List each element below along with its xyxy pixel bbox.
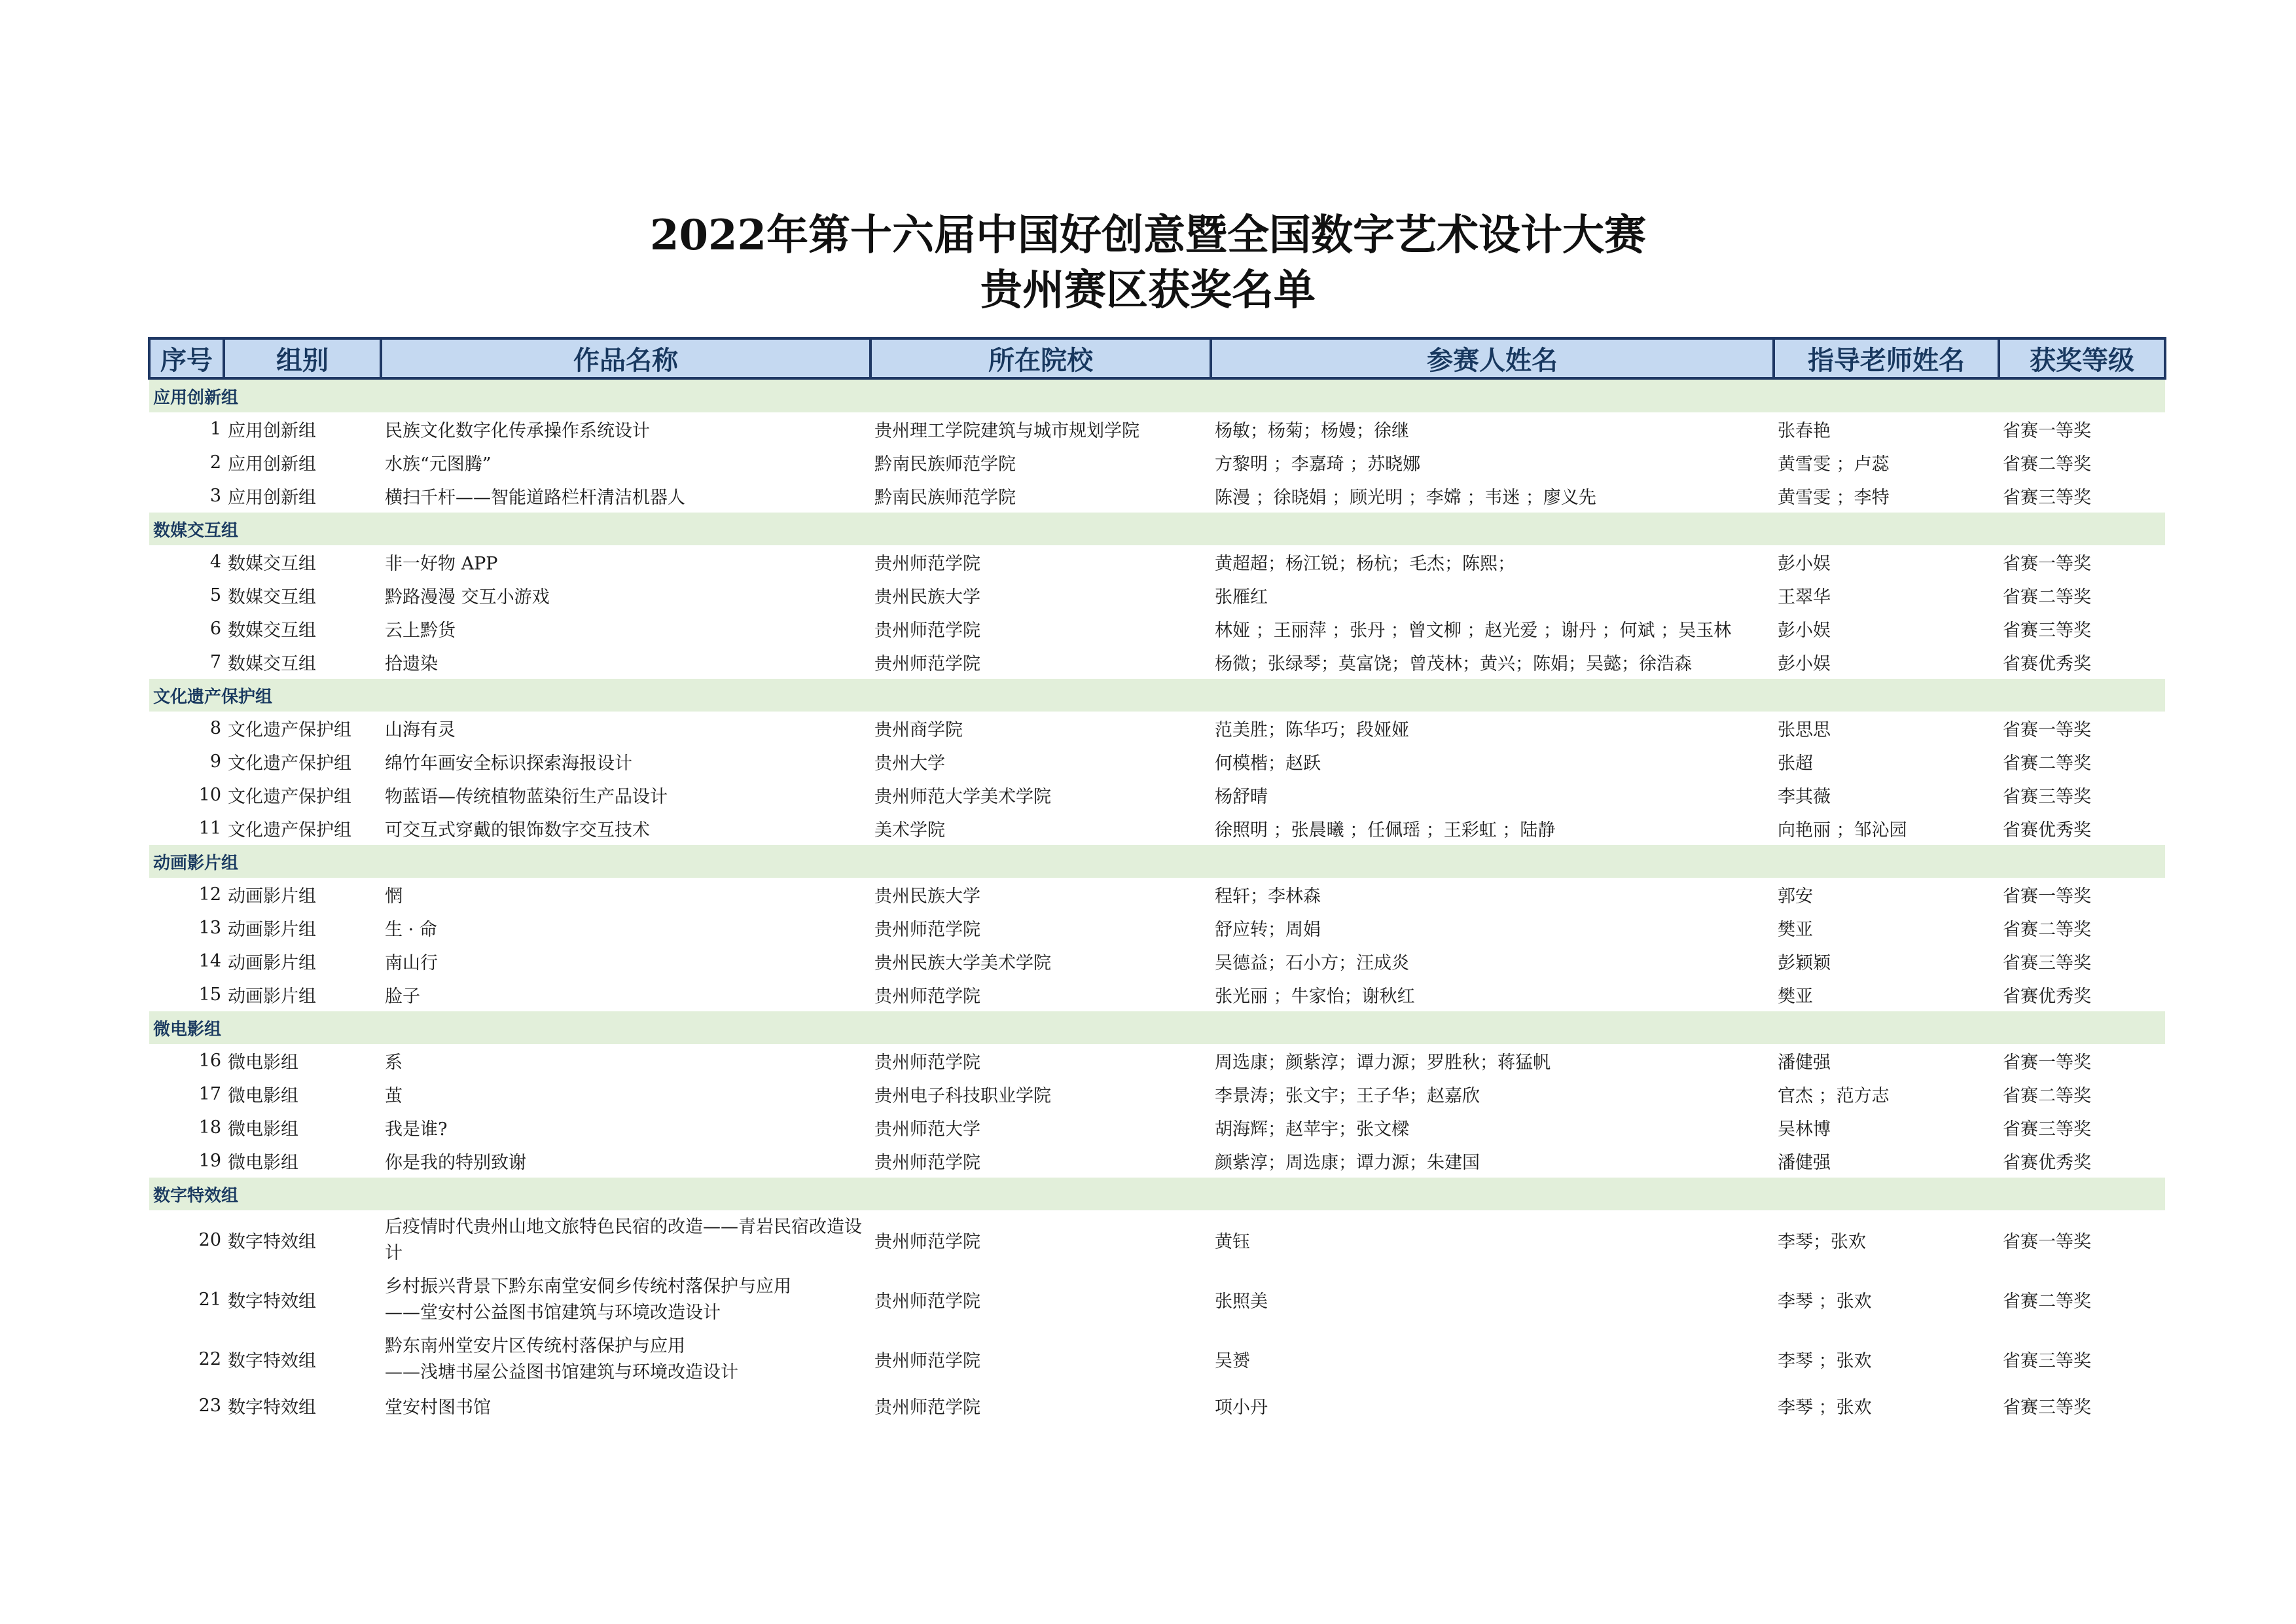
cell-teacher: 吴林博 xyxy=(1778,1119,1831,1140)
cell-work: 我是谁? xyxy=(385,1119,448,1140)
cell-work: 物蓝语—传统植物蓝染衍生产品设计 xyxy=(385,787,668,807)
cell-work: 脸子 xyxy=(385,986,420,1007)
table-row xyxy=(149,1389,2165,1422)
cell-work: 惘 xyxy=(385,886,403,907)
cell-students: 项小丹 xyxy=(1215,1398,1268,1418)
cell-award: 省赛三等奖 xyxy=(2003,787,2091,807)
cell-group: 动画影片组 xyxy=(228,953,316,973)
group-name: 动画影片组 xyxy=(149,845,2165,878)
cell-group: 文化遗产保护组 xyxy=(228,820,351,840)
cell-teacher: 李琴 ；张欢 xyxy=(1778,1351,1872,1371)
table-row xyxy=(149,1044,2165,1077)
cell-serial: 20 xyxy=(198,1230,221,1250)
cell-group: 数媒交互组 xyxy=(228,587,316,607)
cell-students: 张照美 xyxy=(1215,1291,1268,1312)
table-row xyxy=(149,778,2165,812)
cell-students: 黄钰 xyxy=(1215,1232,1250,1252)
cell-serial: 11 xyxy=(198,818,221,839)
cell-group: 动画影片组 xyxy=(228,986,316,1007)
cell-group: 微电影组 xyxy=(228,1153,298,1173)
cell-group: 数字特效组 xyxy=(228,1232,316,1252)
cell-teacher: 张超 xyxy=(1778,753,1813,774)
cell-group: 数字特效组 xyxy=(228,1291,316,1312)
table-row xyxy=(149,1270,2165,1329)
table-row xyxy=(149,479,2165,513)
cell-students: 李景涛；张文宇；王子华；赵嘉欣 xyxy=(1215,1086,1480,1106)
cell-serial: 12 xyxy=(198,884,221,905)
cell-serial: 23 xyxy=(198,1396,221,1416)
table-row xyxy=(149,945,2165,978)
cell-students: 颜紫淳；周选康；谭力源；朱建国 xyxy=(1215,1153,1480,1173)
cell-school: 美术学院 xyxy=(874,820,945,840)
cell-award: 省赛二等奖 xyxy=(2003,1086,2091,1106)
cell-school: 贵州师范学院 xyxy=(874,1398,980,1418)
group-name: 微电影组 xyxy=(149,1011,2165,1044)
cell-students: 方黎明 ；李嘉琦 ；苏晓娜 xyxy=(1215,454,1421,475)
cell-school: 贵州商学院 xyxy=(874,720,963,740)
cell-serial: 4 xyxy=(209,552,221,572)
cell-serial: 18 xyxy=(198,1117,221,1138)
cell-teacher: 黄雪雯 ；卢蕊 xyxy=(1778,454,1890,475)
cell-school: 贵州师范学院 xyxy=(874,1351,980,1371)
cell-work: 黔东南州堂安片区传统村落保护与应用 ——浅塘书屋公益图书馆建筑与环境改造设计 xyxy=(385,1335,738,1382)
cell-school: 贵州师范学院 xyxy=(874,1153,980,1173)
table-row xyxy=(149,745,2165,778)
cell-students: 杨微；张绿琴；莫富饶；曾茂林；黄兴；陈娟；吴懿；徐浩森 xyxy=(1215,654,1692,674)
cell-school: 贵州大学 xyxy=(874,753,945,774)
cell-school: 贵州师范大学美术学院 xyxy=(874,787,1051,807)
awards-table-container xyxy=(148,337,2164,1422)
cell-group: 动画影片组 xyxy=(228,920,316,940)
cell-students: 吴德益；石小方；汪成炎 xyxy=(1215,953,1409,973)
cell-group: 数媒交互组 xyxy=(228,654,316,674)
document-title xyxy=(0,208,2296,318)
cell-school: 贵州师范学院 xyxy=(874,1053,980,1073)
cell-serial: 9 xyxy=(209,751,221,772)
cell-students: 杨舒晴 xyxy=(1215,787,1268,807)
cell-teacher: 张春艳 xyxy=(1778,421,1831,441)
cell-school: 贵州师范学院 xyxy=(874,920,980,940)
group-header-row xyxy=(149,845,2165,878)
title-line-2: 贵州赛区获奖名单 xyxy=(980,266,1316,315)
cell-award: 省赛优秀奖 xyxy=(2003,820,2091,840)
cell-group: 文化遗产保护组 xyxy=(228,720,351,740)
cell-work: 你是我的特别致谢 xyxy=(385,1153,526,1173)
group-header-row xyxy=(149,1011,2165,1044)
cell-teacher: 官杰 ；范方志 xyxy=(1778,1086,1890,1106)
cell-students: 徐照明 ；张晨曦 ；任佩瑶 ；王彩虹 ；陆静 xyxy=(1215,820,1556,840)
cell-students: 范美胜；陈华巧；段娅娅 xyxy=(1215,720,1409,740)
group-header-row xyxy=(149,679,2165,712)
cell-work: 系 xyxy=(385,1053,403,1073)
cell-group: 微电影组 xyxy=(228,1119,298,1140)
table-row xyxy=(149,579,2165,612)
group-name: 数媒交互组 xyxy=(149,513,2165,545)
cell-students: 何模楷；赵跃 xyxy=(1215,753,1321,774)
cell-group: 应用创新组 xyxy=(228,488,316,508)
cell-award: 省赛一等奖 xyxy=(2003,886,2091,907)
cell-school: 贵州师范学院 xyxy=(874,986,980,1007)
header-work: 作品名称 xyxy=(381,338,870,378)
cell-award: 省赛一等奖 xyxy=(2003,421,2091,441)
table-row xyxy=(149,978,2165,1011)
cell-serial: 19 xyxy=(198,1151,221,1171)
table-row xyxy=(149,1077,2165,1111)
cell-teacher: 李琴；张欢 xyxy=(1778,1232,1866,1252)
cell-teacher: 彭小娱 xyxy=(1778,621,1831,641)
cell-work: 云上黔货 xyxy=(385,621,456,641)
cell-teacher: 彭小娱 xyxy=(1778,554,1831,574)
table-row xyxy=(149,712,2165,745)
cell-award: 省赛优秀奖 xyxy=(2003,1153,2091,1173)
cell-work: 横扫千杆——智能道路栏杆清洁机器人 xyxy=(385,488,685,508)
cell-group: 数字特效组 xyxy=(228,1351,316,1371)
cell-work: 南山行 xyxy=(385,953,438,973)
header-serial: 序号 xyxy=(149,338,224,378)
cell-group: 数媒交互组 xyxy=(228,554,316,574)
table-header xyxy=(149,338,2165,378)
table-row xyxy=(149,412,2165,446)
cell-teacher: 黄雪雯 ；李特 xyxy=(1778,488,1890,508)
cell-students: 杨敏；杨菊；杨嫚；徐继 xyxy=(1215,421,1409,441)
table-row xyxy=(149,1210,2165,1270)
cell-students: 张光丽 ；牛家怡；谢秋红 xyxy=(1215,986,1415,1007)
cell-school: 贵州师范学院 xyxy=(874,621,980,641)
cell-group: 微电影组 xyxy=(228,1086,298,1106)
group-header-row xyxy=(149,378,2165,412)
cell-school: 贵州师范学院 xyxy=(874,654,980,674)
cell-award: 省赛一等奖 xyxy=(2003,720,2091,740)
table-row xyxy=(149,545,2165,579)
cell-group: 文化遗产保护组 xyxy=(228,787,351,807)
cell-students: 吴赟 xyxy=(1215,1351,1250,1371)
cell-award: 省赛三等奖 xyxy=(2003,488,2091,508)
cell-award: 省赛三等奖 xyxy=(2003,953,2091,973)
cell-award: 省赛优秀奖 xyxy=(2003,654,2091,674)
cell-work: 堂安村图书馆 xyxy=(385,1398,491,1418)
cell-serial: 14 xyxy=(198,951,221,971)
cell-teacher: 樊亚 xyxy=(1778,920,1813,940)
cell-school: 贵州师范学院 xyxy=(874,1232,980,1252)
cell-teacher: 张思思 xyxy=(1778,720,1831,740)
cell-school: 贵州民族大学美术学院 xyxy=(874,953,1051,973)
cell-students: 张雁红 xyxy=(1215,587,1268,607)
group-header-row xyxy=(149,513,2165,545)
cell-work: 黔路漫漫 交互小游戏 xyxy=(385,587,550,607)
cell-work: 拾遗染 xyxy=(385,654,438,674)
cell-award: 省赛二等奖 xyxy=(2003,1291,2091,1312)
cell-work: 非一好物 APP xyxy=(385,554,498,574)
cell-award: 省赛三等奖 xyxy=(2003,1119,2091,1140)
cell-serial: 17 xyxy=(198,1084,221,1104)
cell-work: 后疫情时代贵州山地文旅特色民宿的改造——青岩民宿改造设计 xyxy=(385,1216,862,1263)
table-row xyxy=(149,812,2165,845)
cell-award: 省赛二等奖 xyxy=(2003,753,2091,774)
group-name: 应用创新组 xyxy=(149,378,2165,412)
header-students: 参赛人姓名 xyxy=(1211,338,1774,378)
cell-serial: 5 xyxy=(209,585,221,605)
cell-students: 陈漫 ；徐晓娟 ；顾光明 ；李嫦 ；韦迷 ；廖义先 xyxy=(1215,488,1596,508)
cell-serial: 21 xyxy=(198,1290,221,1310)
cell-teacher: 郭安 xyxy=(1778,886,1813,907)
cell-teacher: 李琴 ；张欢 xyxy=(1778,1398,1872,1418)
cell-serial: 3 xyxy=(209,486,221,506)
cell-serial: 8 xyxy=(209,718,221,738)
cell-teacher: 王翠华 xyxy=(1778,587,1831,607)
cell-serial: 22 xyxy=(198,1349,221,1369)
table-row xyxy=(149,446,2165,479)
cell-award: 省赛二等奖 xyxy=(2003,454,2091,475)
cell-teacher: 潘健强 xyxy=(1778,1153,1831,1173)
cell-group: 微电影组 xyxy=(228,1053,298,1073)
cell-group: 应用创新组 xyxy=(228,454,316,475)
cell-students: 舒应转；周娟 xyxy=(1215,920,1321,940)
cell-school: 贵州师范学院 xyxy=(874,1291,980,1312)
cell-school: 贵州理工学院建筑与城市规划学院 xyxy=(874,421,1139,441)
cell-work: 民族文化数字化传承操作系统设计 xyxy=(385,421,650,441)
cell-school: 贵州民族大学 xyxy=(874,886,980,907)
cell-group: 文化遗产保护组 xyxy=(228,753,351,774)
cell-work: 茧 xyxy=(385,1086,403,1106)
cell-serial: 6 xyxy=(209,619,221,639)
cell-award: 省赛二等奖 xyxy=(2003,587,2091,607)
table-row xyxy=(149,1111,2165,1144)
header-award: 获奖等级 xyxy=(1999,338,2165,378)
cell-work: 乡村振兴背景下黔东南堂安侗乡传统村落保护与应用 ——堂安村公益图书馆建筑与环境改造设计 xyxy=(385,1276,791,1323)
cell-group: 应用创新组 xyxy=(228,421,316,441)
cell-students: 林娅 ；王丽萍 ；张丹 ；曾文柳 ；赵光爱 ；谢丹 ；何斌 ；吴玉林 xyxy=(1215,621,1732,641)
table-row xyxy=(149,1329,2165,1389)
cell-work: 水族“元图腾” xyxy=(385,454,492,475)
cell-teacher: 李其薇 xyxy=(1778,787,1831,807)
cell-award: 省赛二等奖 xyxy=(2003,920,2091,940)
group-name: 数字特效组 xyxy=(149,1178,2165,1210)
header-row xyxy=(149,338,2165,378)
cell-work: 生 · 命 xyxy=(385,920,437,940)
table-row xyxy=(149,612,2165,645)
cell-work: 可交互式穿戴的银饰数字交互技术 xyxy=(385,820,650,840)
header-school: 所在院校 xyxy=(870,338,1211,378)
cell-group: 数媒交互组 xyxy=(228,621,316,641)
cell-teacher: 向艳丽 ；邹沁园 xyxy=(1778,820,1907,840)
cell-teacher: 李琴 ；张欢 xyxy=(1778,1291,1872,1312)
table-row xyxy=(149,878,2165,911)
cell-award: 省赛三等奖 xyxy=(2003,1351,2091,1371)
cell-award: 省赛三等奖 xyxy=(2003,1398,2091,1418)
cell-work: 山海有灵 xyxy=(385,720,456,740)
cell-teacher: 潘健强 xyxy=(1778,1053,1831,1073)
cell-students: 周选康；颜紫淳；谭力源；罗胜秋；蒋猛帆 xyxy=(1215,1053,1551,1073)
title-line-1: 2022年第十六届中国好创意暨全国数字艺术设计大赛 xyxy=(649,211,1647,260)
table-row xyxy=(149,1144,2165,1178)
group-name: 文化遗产保护组 xyxy=(149,679,2165,712)
cell-award: 省赛一等奖 xyxy=(2003,1232,2091,1252)
cell-serial: 15 xyxy=(198,984,221,1005)
cell-serial: 13 xyxy=(198,918,221,938)
header-group: 组别 xyxy=(224,338,381,378)
cell-serial: 16 xyxy=(198,1051,221,1071)
cell-teacher: 彭颖颖 xyxy=(1778,953,1831,973)
cell-school: 贵州电子科技职业学院 xyxy=(874,1086,1051,1106)
cell-award: 省赛优秀奖 xyxy=(2003,986,2091,1007)
cell-serial: 2 xyxy=(209,452,221,473)
cell-school: 黔南民族师范学院 xyxy=(874,454,1016,475)
cell-work: 绵竹年画安全标识探索海报设计 xyxy=(385,753,632,774)
cell-school: 贵州民族大学 xyxy=(874,587,980,607)
table-row xyxy=(149,645,2165,679)
cell-group: 数字特效组 xyxy=(228,1398,316,1418)
cell-serial: 1 xyxy=(209,419,221,439)
cell-serial: 10 xyxy=(198,785,221,805)
cell-school: 黔南民族师范学院 xyxy=(874,488,1016,508)
cell-award: 省赛三等奖 xyxy=(2003,621,2091,641)
table-body xyxy=(149,378,2165,1422)
cell-students: 胡海辉；赵苹宇；张文樑 xyxy=(1215,1119,1409,1140)
cell-students: 程轩；李林森 xyxy=(1215,886,1321,907)
cell-group: 动画影片组 xyxy=(228,886,316,907)
awards-table xyxy=(148,337,2166,1422)
cell-school: 贵州师范大学 xyxy=(874,1119,980,1140)
header-teacher: 指导老师姓名 xyxy=(1774,338,1999,378)
cell-award: 省赛一等奖 xyxy=(2003,554,2091,574)
cell-school: 贵州师范学院 xyxy=(874,554,980,574)
cell-teacher: 樊亚 xyxy=(1778,986,1813,1007)
cell-students: 黄超超；杨江锐；杨杭；毛杰；陈熙； xyxy=(1215,554,1515,574)
cell-serial: 7 xyxy=(209,652,221,672)
cell-award: 省赛一等奖 xyxy=(2003,1053,2091,1073)
cell-teacher: 彭小娱 xyxy=(1778,654,1831,674)
table-row xyxy=(149,911,2165,945)
group-header-row xyxy=(149,1178,2165,1210)
